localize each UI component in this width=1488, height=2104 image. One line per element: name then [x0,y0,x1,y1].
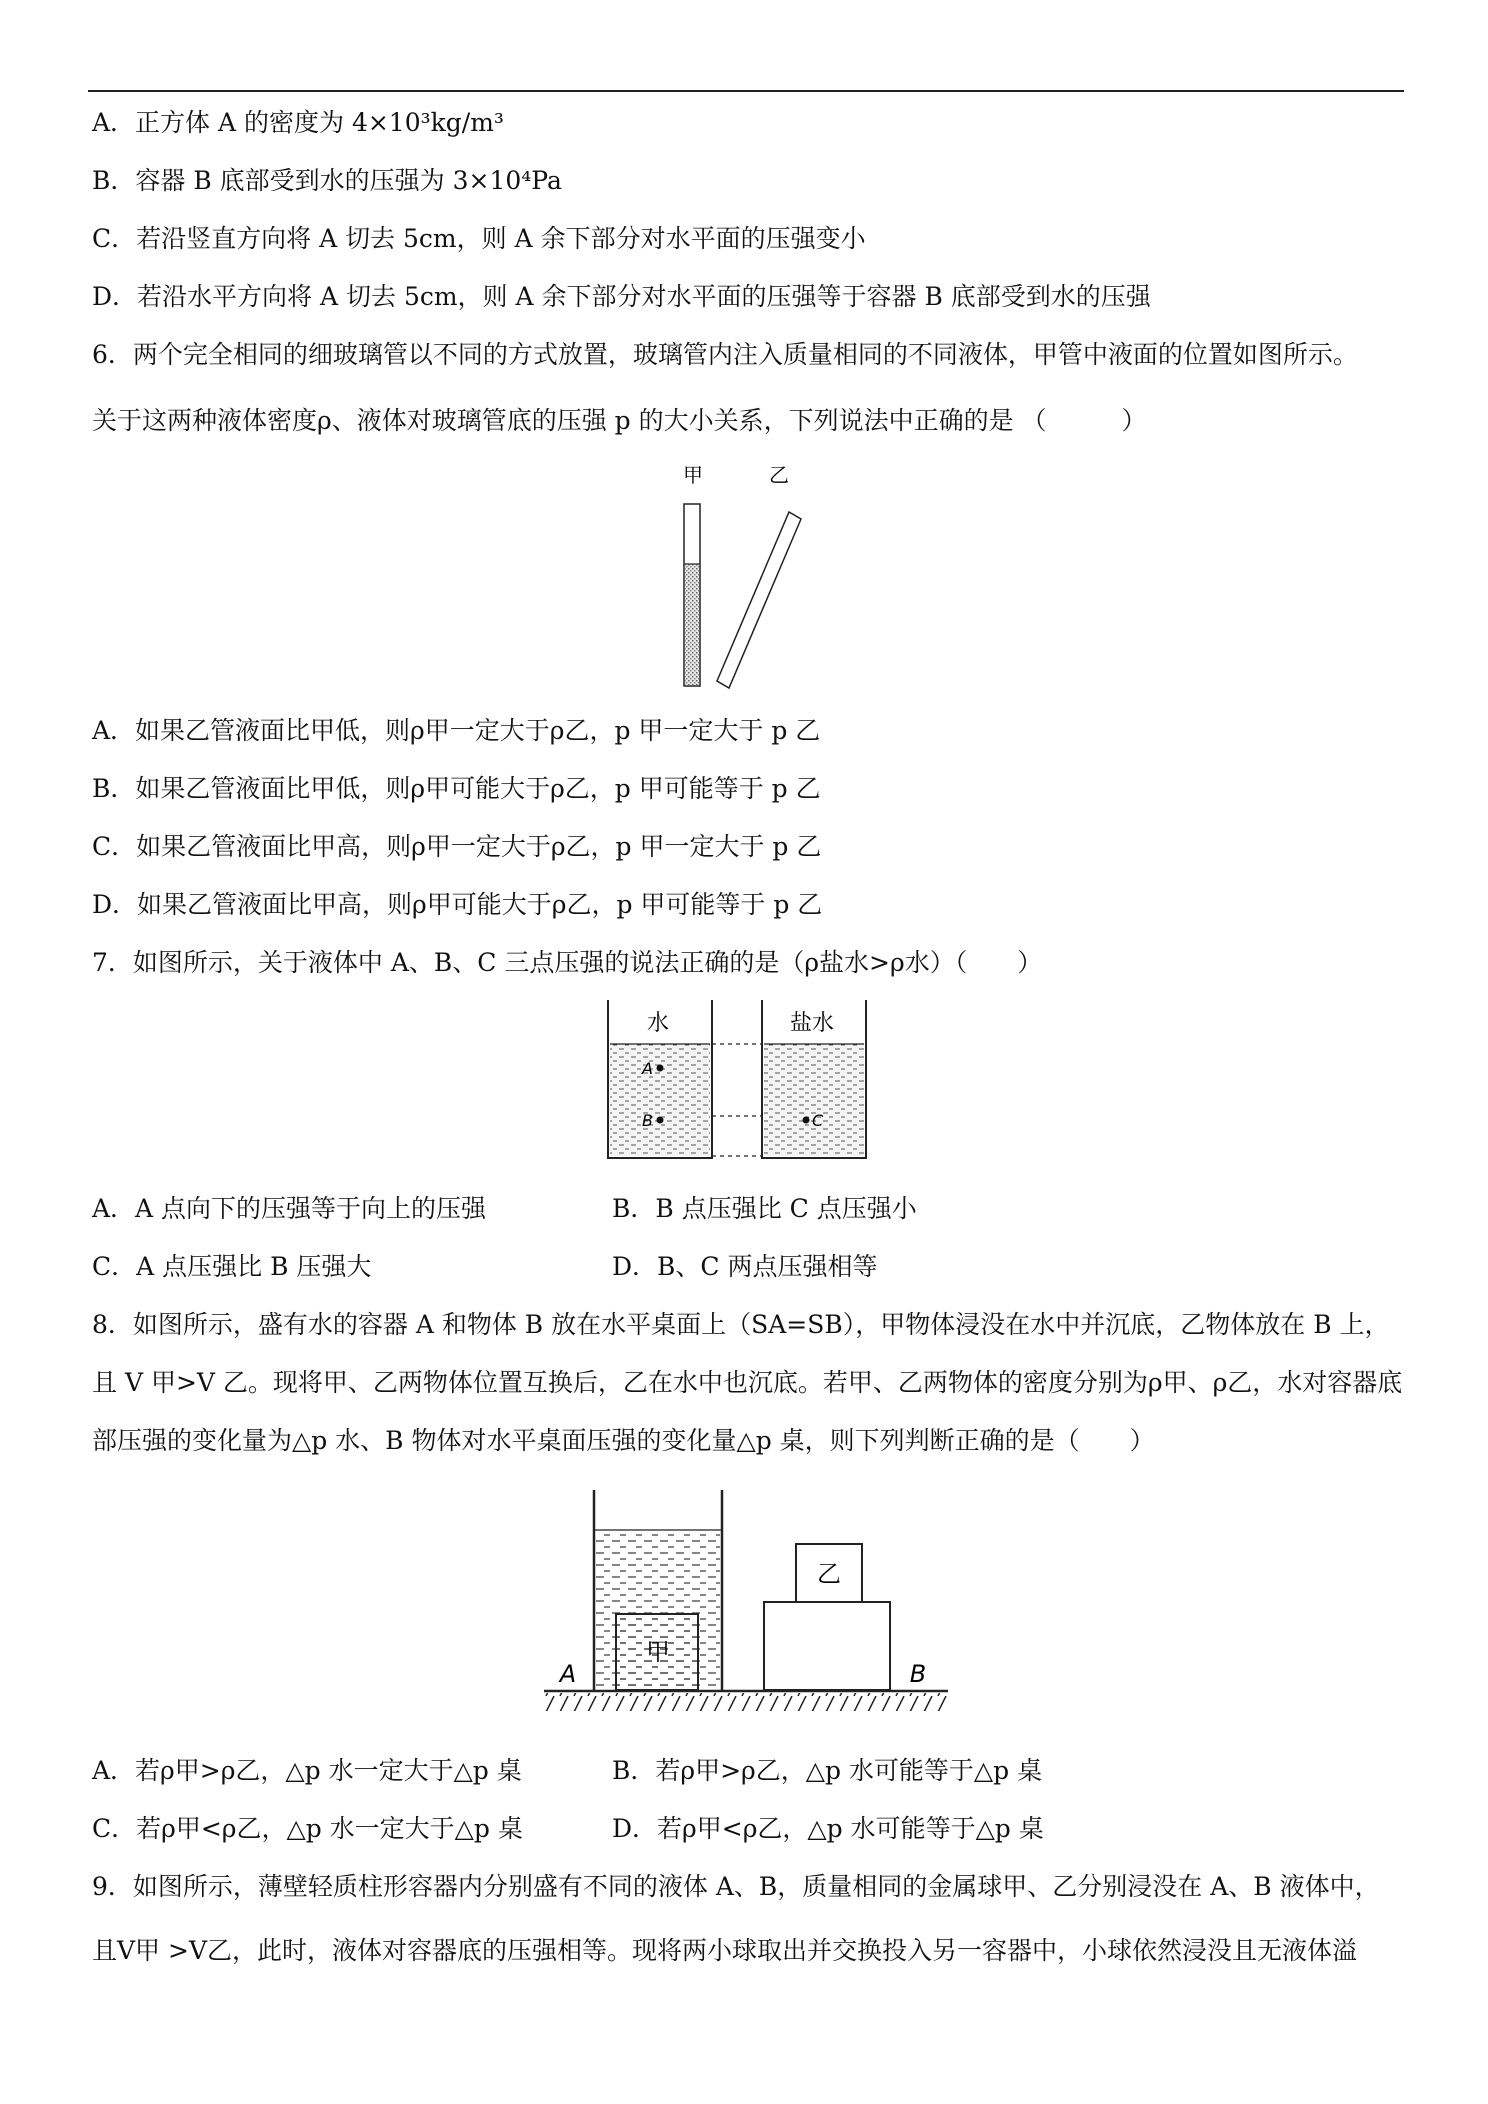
q8-label-a: A [559,1660,577,1688]
q6-label-yi: 乙 [769,464,789,487]
q7-label-water: 水 [646,1011,670,1036]
q5-option-c: C．若沿竖直方向将 A 切去 5cm，则 A 余下部分对水平面的压强变小 [92,224,866,253]
q6-liquid-jia [685,564,699,685]
q7-option-b: B．B 点压强比 C 点压强小 [612,1194,917,1223]
q7-saltwater-liquid [764,1044,864,1156]
q7-point-b [657,1117,664,1124]
q6-option-d: D．如果乙管液面比甲高，则ρ甲可能大于ρ乙，p 甲可能等于 p 乙 [92,890,823,919]
q6-label-jia: 甲 [683,464,703,487]
q8-table-hatch [544,1693,948,1711]
q5-option-d: D．若沿水平方向将 A 切去 5cm，则 A 余下部分对水平面的压强等于容器 B 底部受到水的压强 [92,282,1151,311]
q8-figure [530,1488,950,1720]
q5-option-b: B．容器 B 底部受到水的压强为 3×10⁴Pa [92,166,562,195]
q8-stem-line1: 8．如图所示，盛有水的容器 A 和物体 B 放在水平桌面上（SA=SB），甲物体浸没在水中并沉底，乙物体放在 B 上， [92,1310,1390,1339]
q5-option-a: A．正方体 A 的密度为 4×10³kg/m³ [92,108,504,137]
q7-option-a: A．A 点向下的压强等于向上的压强 [92,1194,487,1223]
q8-option-c: C．若ρ甲<ρ乙，△p 水一定大于△p 桌 [92,1814,523,1843]
q9-stem-line2: 且V甲 >V乙，此时，液体对容器底的压强相等。现将两小球取出并交换投入另一容器中，小球依然浸没且无液体溢 [92,1936,1358,1965]
q8-stem-line2: 且 V 甲>V 乙。现将甲、乙两物体位置互换后，乙在水中也沉底。若甲、乙两物体的密度分别为ρ甲、ρ乙，水对容器底 [92,1368,1403,1397]
q7-stem: 7．如图所示，关于液体中 A、B、C 三点压强的说法正确的是（ρ盐水>ρ水）（ ） [92,948,1043,977]
q7-point-b-label: B [642,1111,653,1130]
q8-label-jia: 甲 [646,1638,670,1666]
q6-option-a: A．如果乙管液面比甲低，则ρ甲一定大于ρ乙，p 甲一定大于 p 乙 [92,716,821,745]
q6-option-c: C．如果乙管液面比甲高，则ρ甲一定大于ρ乙，p 甲一定大于 p 乙 [92,832,822,861]
q7-point-c [803,1117,810,1124]
q8-option-a: A．若ρ甲>ρ乙，△p 水一定大于△p 桌 [92,1756,522,1785]
q7-point-a [657,1065,664,1072]
q6-tube-yi [717,512,801,688]
q8-option-d: D．若ρ甲<ρ乙，△p 水可能等于△p 桌 [612,1814,1044,1843]
q7-water-liquid [610,1044,710,1156]
q7-option-c: C．A 点压强比 B 压强大 [92,1252,372,1281]
q7-option-d: D．B、C 两点压强相等 [612,1252,878,1281]
q7-figure-containers [606,998,868,1160]
q6-stem-line1: 6．两个完全相同的细玻璃管以不同的方式放置，玻璃管内注入质量相同的不同液体，甲管中液面的位置如图所示。 [92,340,1358,369]
header-rule [88,90,1404,92]
q8-object-b [764,1602,890,1690]
q7-point-c-label: C [812,1111,824,1130]
q6-option-b: B．如果乙管液面比甲低，则ρ甲可能大于ρ乙，p 甲可能等于 p 乙 [92,774,821,803]
q9-stem-line1: 9．如图所示，薄壁轻质柱形容器内分别盛有不同的液体 A、B，质量相同的金属球甲、乙分别浸没在 A、B 液体中， [92,1872,1380,1901]
q8-option-b: B．若ρ甲>ρ乙，△p 水可能等于△p 桌 [612,1756,1043,1785]
q8-stem-line3: 部压强的变化量为△p 水、B 物体对水平桌面压强的变化量△p 桌，则下列判断正确的是（ ） [92,1426,1155,1455]
q6-stem-line2: 关于这两种液体密度ρ、液体对玻璃管底的压强 p 的大小关系，下列说法中正确的是 （ ） [92,406,1147,435]
q8-label-yi: 乙 [817,1560,841,1588]
q7-point-a-label: A [642,1059,653,1078]
q6-figure-tubes [660,464,820,690]
q8-label-b: B [909,1660,927,1688]
q7-label-saltwater: 盐水 [789,1011,835,1036]
